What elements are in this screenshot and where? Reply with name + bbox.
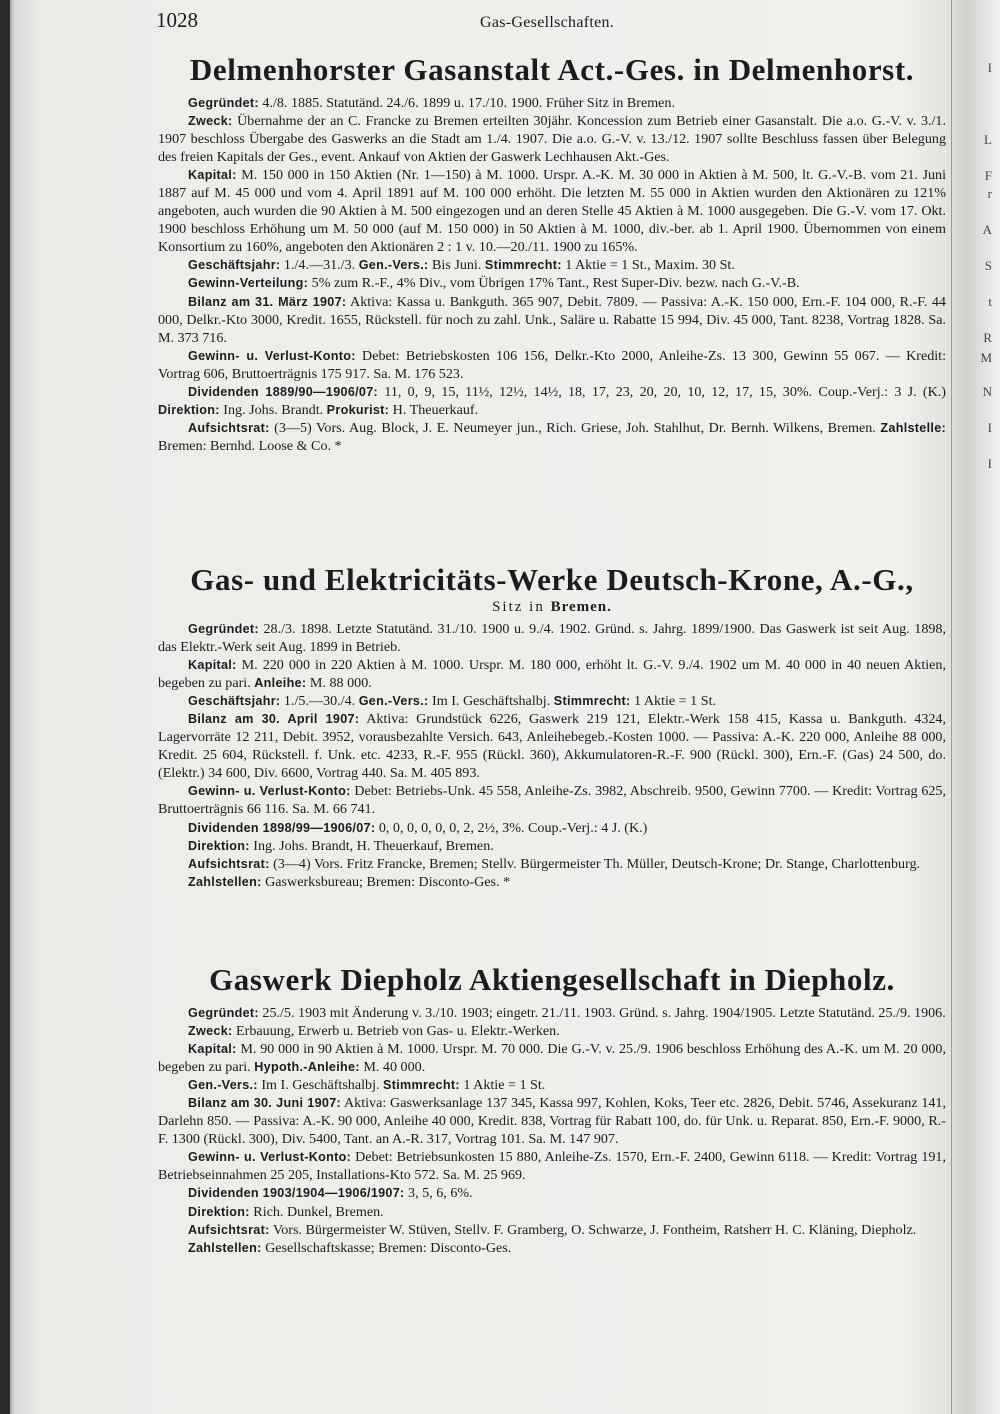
entry-fiscal-year — [158, 692, 946, 710]
field-text: H. Theuerkauf. — [389, 401, 479, 418]
field-text: Aktiva: Grundstück 6226, Gaswerk 219 121, Elektr.-Werk 158 415, Kassa u. Bankguth. 4324, Lagervorräte 12 211, Debit. 3952, vorausbezahlte Versich. 643, Anleihebegeb.-Kosten 1000. — Passiva: A.-K. 220 000, Anleihe 88 000, Kredit. 25 604, Rückstell. f. Unk. etc. 4233, R.-F. 955 (Rückl. 360), Akkumulatoren-R.-F. 900 (Rückl. 300), Ern.-F. (Gas) 24 500, do. (Elektr.) 34 600, Div. 6600, Vortrag 440. Sa. M. 405 893. — [158, 711, 946, 782]
company-seat — [158, 598, 946, 616]
company-title: Gas- und Elektricitäts-Werke Deutsch-Krone, A.-G., — [190, 562, 914, 597]
field-text: 28./3. 1898. Letzte Statutänd. 31./10. 1900 u. 9./4. 1902. Gründ. s. Jahrg. 1899/1900. Das Gaswerk ist seit Aug. 1898, das Elektr.-Werk seit Aug. 1899 in Betrieb. — [158, 621, 946, 656]
field-text: Aktiva: Kassa u. Bankguth. 365 907, Debit. 7809. — Passiva: A.-K. 150 000, Ern.-F. 104 000, R.-F. 44 000, Delkr.-Kto 3000, Kredit. 1655, Rückstell. für noch zu zahl. Unk., Saläre u. Rabatte 15 994, Div. 45 000, Tant. 8238, Vortrag 1828. Sa. M. 373 716. — [158, 293, 946, 346]
field-text: 1./5.—30./4. — [280, 693, 356, 710]
edge-glyph: I — [987, 456, 992, 471]
field-text: (3—5) Vors. Aug. Block, J. E. Neumeyer jun., Rich. Griese, Joh. Stahlhut, Dr. Bernh. Wilkens, Bremen. — [269, 419, 876, 436]
entry-management — [158, 837, 946, 855]
field-text: M. 220 000 in 220 Aktien à M. 1000. Urspr. M. 180 000, erhöht lt. G.-V. 9./4. 1902 um M. 40 000 in 40 neuen Aktien, begeben zu pari. — [158, 657, 946, 692]
field-label: Bilanz am 30. April 1907: — [188, 712, 360, 727]
field-label: Aufsichtsrat: — [188, 1222, 270, 1237]
field-label: Zweck: — [188, 114, 233, 129]
field-text: 1 Aktie = 1 St. — [459, 1077, 546, 1094]
field-text: Bis Juni. — [428, 257, 482, 274]
book-spine-shadow — [0, 0, 10, 1414]
edge-glyph: I — [987, 60, 992, 75]
entry-profit-loss — [158, 347, 946, 383]
company-entry-deutsch-krone — [158, 562, 946, 891]
field-text: Bremen: Bernhd. Loose & Co. * — [158, 437, 342, 454]
field-text: Debet: Betriebsunkosten 15 880, Anleihe-Zs. 1570, Ern.-F. 2400, Gewinn 6118. — Kredit: Vortrag 191, Betriebseinnahmen 25 205, Installations-Kto 572. Sa. M. 25 969. — [158, 1149, 946, 1184]
entry-founded — [158, 94, 946, 112]
field-label: Kapital: — [188, 168, 237, 183]
entry-profit-loss — [158, 1148, 946, 1184]
field-label: Gegründet: — [188, 622, 259, 636]
field-label: Gen.-Vers.: — [358, 694, 429, 709]
field-text: Debet: Betriebs-Unk. 45 558, Anleihe-Zs. 3982, Abschreib. 9500, Gewinn 7700. — Kredit: Vortrag 625, Bruttoerträgnis 66 116. Sa. M. 66 741. — [158, 783, 946, 818]
entry-founded — [158, 1004, 946, 1022]
field-text: Rich. Dunkel, Bremen. — [249, 1203, 384, 1220]
field-label: Direktion: — [188, 838, 250, 853]
seat-prefix: Sitz in — [492, 599, 551, 615]
page-number: 1028 — [156, 8, 198, 32]
field-text: 1 Aktie = 1 St. — [630, 693, 717, 710]
entry-balance-sheet — [158, 710, 946, 782]
field-label: Direktion: — [158, 402, 220, 417]
field-label: Stimmrecht: — [484, 258, 562, 273]
field-label: Zahlstellen: — [188, 874, 262, 889]
field-text: Vors. Bürgermeister W. Stüven, Stellv. F. Gramberg, O. Schwarze, J. Fontheim, Ratsherr H. C. Kläning, Diepholz. — [269, 1221, 917, 1238]
seat-city: Bremen. — [550, 599, 612, 615]
field-text: 3, 5, 6, 6%. — [404, 1185, 473, 1202]
edge-glyph: I — [987, 420, 992, 435]
field-label: Gewinn-Verteilung: — [188, 276, 309, 291]
field-text: 1./4.—31./3. — [280, 257, 356, 274]
entry-balance-sheet — [158, 1094, 946, 1148]
entry-fiscal-year — [158, 256, 946, 274]
field-label: Bilanz am 30. Juni 1907: — [188, 1096, 342, 1111]
field-label: Anleihe: — [254, 676, 307, 691]
field-label: Bilanz am 31. März 1907: — [188, 294, 347, 309]
field-label: Geschäftsjahr: — [188, 258, 281, 273]
field-label: Gewinn- u. Verlust-Konto: — [188, 348, 356, 363]
field-label: Stimmrecht: — [383, 1078, 460, 1093]
field-label: Dividenden 1889/90—1906/07: — [188, 384, 379, 399]
running-title: Gas-Gesellschaften. — [480, 14, 615, 31]
entry-supervisory-board — [158, 855, 946, 873]
field-label: Dividenden 1898/99—1906/07: — [188, 820, 376, 835]
field-label: Gen.-Vers.: — [358, 258, 429, 273]
field-text: 5% zum R.-F., 4% Div., vom Übrigen 17% Tant., Rest Super-Div. bezw. nach G.-V.-B. — [308, 275, 800, 292]
company-title: Gaswerk Diepholz Aktiengesellschaft in Diepholz. — [209, 962, 895, 997]
field-label: Gewinn- u. Verlust-Konto: — [188, 784, 351, 799]
entry-dividends — [158, 819, 946, 837]
edge-glyph: t — [988, 294, 992, 309]
field-text: Gaswerksbureau; Bremen: Disconto-Ges. * — [261, 873, 511, 890]
field-text: Übernahme der an C. Francke zu Bremen erteilten 30jähr. Koncession zum Betrieb einer Gasanstalt. Die a.o. G.-V. v. 3./1. 1907 beschloss Übergabe des Gaswerks an die Stadt am 1./4. 1907. Die a.o. G.-V. v. 13./12. 1907 sollte Beschluss fassen über Belegung des freien Kapitals der Ges., event. Ankauf von Aktien der Gaswerk Lechhausen Akt.-Ges. — [158, 113, 946, 166]
company-entry-diepholz — [158, 962, 946, 1257]
entry-purpose — [158, 1022, 946, 1040]
entry-dividends — [158, 1184, 946, 1202]
field-text: M. 40 000. — [359, 1059, 426, 1076]
field-text: Aktiva: Gaswerksanlage 137 345, Kassa 997, Kohlen, Koks, Teer etc. 2826, Debit. 5746, Assekuranz 141, Darlehn 850. — Passiva: A.-K. 90 000, Anleihe 40 000, Kredit. 838, Vortrag für Rabatt 100, do. für Unk. u. Reparat. 850, Ern.-F. 9000, R.-F. 1300 (Rückl. 300), Div. 5400, Tant. an A.-R. 317, Vortrag 101. Sa. M. 147 907. — [158, 1095, 946, 1148]
field-label: Gegründet: — [188, 96, 259, 110]
field-text: Gesellschaftskasse; Bremen: Disconto-Ges. — [261, 1239, 512, 1256]
company-entry-delmenhorst — [158, 52, 946, 455]
entry-supervisory-board — [158, 419, 946, 455]
entry-profit-loss — [158, 782, 946, 818]
field-text: Im I. Geschäftshalbj. — [428, 693, 551, 710]
field-label: Gewinn- u. Verlust-Konto: — [188, 1150, 352, 1165]
entry-founded — [158, 620, 946, 656]
field-text: Im I. Geschäftshalbj. — [257, 1077, 380, 1094]
field-text: Debet: Betriebskosten 106 156, Delkr.-Kto 2000, Anleihe-Zs. 13 300, Gewinn 55 067. — Kredit: Vortrag 606, Bruttoerträgnis 175 917. Sa. M. 176 523. — [158, 347, 946, 382]
adjacent-page-edge — [951, 0, 1000, 1414]
field-text: (3—4) Vors. Fritz Francke, Bremen; Stellv. Bürgermeister Th. Müller, Deutsch-Krone; Dr. Stange, Charlottenburg. — [269, 855, 921, 872]
edge-glyph: F — [984, 168, 992, 183]
entry-general-meeting — [158, 1076, 946, 1094]
field-text: 0, 0, 0, 0, 0, 0, 2, 2½, 3%. Coup.-Verj.: 4 J. (K.) — [375, 819, 648, 836]
field-text: Ing. Johs. Brandt, H. Theuerkauf, Bremen. — [249, 837, 494, 854]
entry-capital — [158, 166, 946, 256]
field-label: Geschäftsjahr: — [188, 694, 281, 709]
field-label: Kapital: — [188, 658, 237, 673]
edge-glyph: A — [982, 222, 992, 237]
edge-glyph: R — [983, 330, 992, 345]
edge-glyph: r — [987, 186, 992, 201]
entry-supervisory-board — [158, 1221, 946, 1239]
field-text: M. 150 000 in 150 Aktien (Nr. 1—150) à M. 1000. Urspr. A.-K. M. 30 000 in Aktien à M. 500, lt. G.-V.-B. vom 21. Juni 1887 auf M. 45 000 und vom 4. April 1891 auf M. 100 000 erhöht. Die letzten M. 55 000 in Aktien wurden den Aktionären zu 121% angeboten, auch wurden die 90 Aktien à M. 500 eingezogen und an deren Stelle 45 Aktien à M. 1000 ausgegeben. Die G.-V. vom 17. Okt. 1900 beschloss Erhöhung um M. 50 000 (auf M. 150 000) in 50 Aktien à M. 1000, div.-ber. ab 1. April 1900. Übernommen von einem Konsortium zu 160%, angeboten den Aktionären 2 : 1 v. 10.—20./11. 1900 zu 165%. — [158, 167, 946, 256]
field-label: Gegründet: — [188, 1006, 259, 1020]
field-label: Dividenden 1903/1904—1906/1907: — [188, 1186, 405, 1201]
field-text: 25./5. 1903 mit Änderung v. 3./10. 1903; eingetr. 21./11. 1903. Gründ. s. Jahrg. 1904/1905. Letzte Statutänd. 25./9. 1906. — [258, 1005, 946, 1021]
field-label: Direktion: — [188, 1204, 250, 1219]
field-text: 4./8. 1885. Statutänd. 24./6. 1899 u. 17./10. 1900. Früher Sitz in Bremen. — [258, 95, 676, 111]
field-text: M. 88 000. — [306, 675, 372, 692]
entry-profit-distribution — [158, 274, 946, 292]
field-text: 1 Aktie = 1 St., Maxim. 30 St. — [561, 257, 735, 274]
field-label: Hypoth.-Anleihe: — [254, 1060, 360, 1075]
page-header — [156, 6, 936, 36]
field-text: Erbauung, Erwerb u. Betrieb von Gas- u. Elektr.-Werken. — [232, 1023, 560, 1040]
field-text: Ing. Johs. Brandt. — [219, 401, 324, 418]
edge-glyph: M — [980, 350, 992, 365]
entry-dividends — [158, 383, 946, 419]
field-label: Zahlstelle: — [880, 420, 946, 435]
field-label: Aufsichtsrat: — [188, 420, 270, 435]
entry-management — [158, 1203, 946, 1221]
field-text: M. 90 000 in 90 Aktien à M. 1000. Urspr. M. 70 000. Die G.-V. v. 25./9. 1906 beschloss Erhöhung des A.-K. um M. 20 000, begeben zu pari. — [158, 1041, 946, 1076]
field-label: Zahlstellen: — [188, 1240, 262, 1255]
field-label: Kapital: — [188, 1042, 237, 1057]
company-title: Delmenhorster Gasanstalt Act.-Ges. in Delmenhorst. — [189, 52, 915, 87]
edge-glyph: S — [984, 258, 992, 273]
edge-glyph: L — [984, 132, 992, 147]
field-label: Stimmrecht: — [553, 694, 631, 709]
entry-capital — [158, 656, 946, 692]
entry-capital — [158, 1040, 946, 1076]
entry-purpose — [158, 112, 946, 166]
entry-paying-agents — [158, 873, 946, 891]
entry-balance-sheet — [158, 293, 946, 347]
field-label: Aufsichtsrat: — [188, 856, 270, 871]
field-text: 11, 0, 9, 15, 11½, 12½, 14½, 18, 17, 23, 20, 20, 10, 12, 17, 15, 30%. Coup.-Verj.: 3 J. (K.) — [378, 383, 946, 400]
field-label: Prokurist: — [326, 402, 390, 417]
entry-paying-agents — [158, 1239, 946, 1257]
field-label: Gen.-Vers.: — [188, 1078, 258, 1093]
edge-glyph: N — [982, 384, 992, 399]
field-label: Zweck: — [188, 1024, 233, 1039]
